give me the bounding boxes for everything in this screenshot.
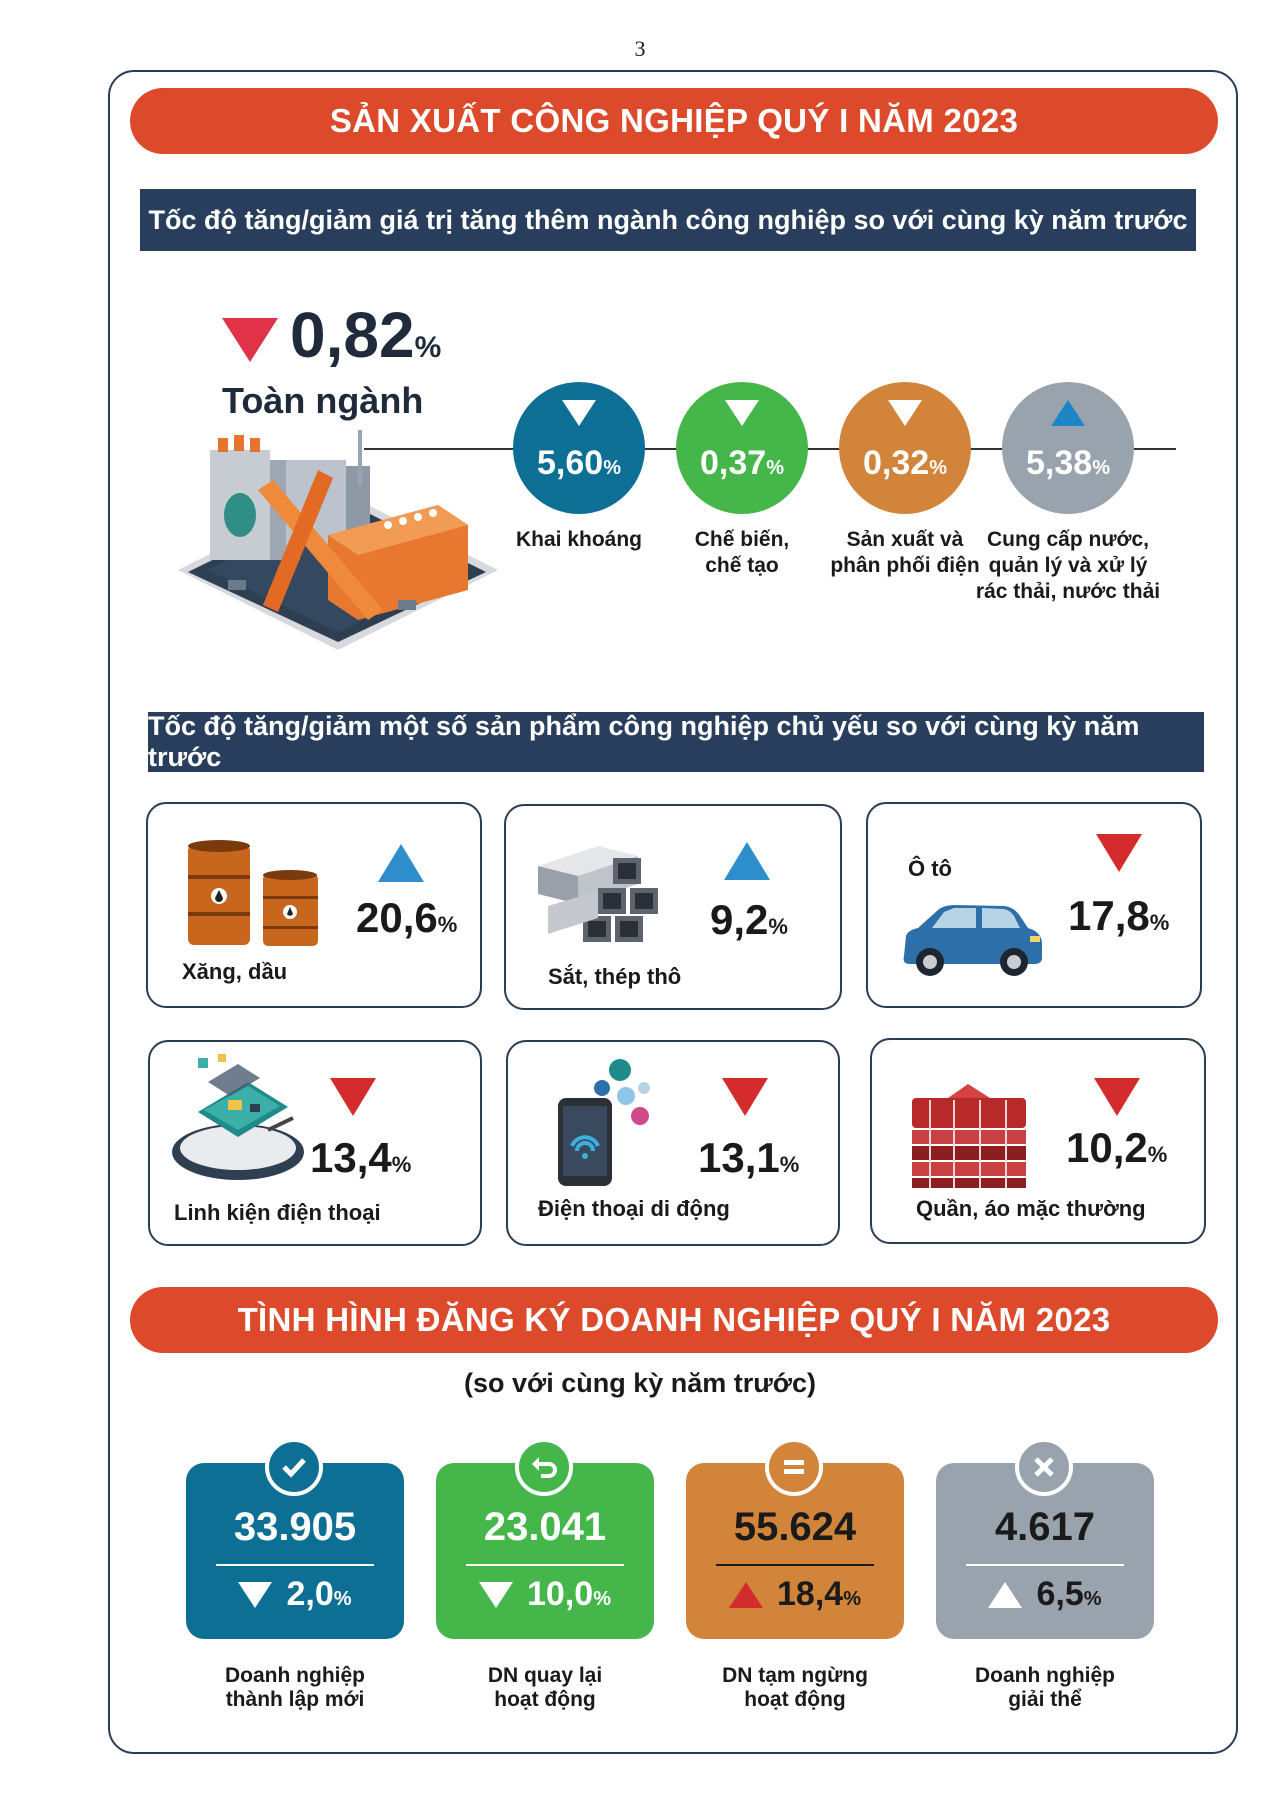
product-card-car	[866, 802, 1202, 1008]
page-number: 3	[634, 36, 646, 61]
value-added-subheading: Tốc độ tăng/giảm giá trị tăng thêm ngành công nghiệp so với cùng kỳ năm trước	[140, 189, 1196, 251]
sector-label-water-waste	[968, 527, 1168, 605]
enterprise-label-line: giải thể	[1008, 1688, 1082, 1711]
product-label: Điện thoại di động	[538, 1196, 730, 1221]
product-value-unit: %	[391, 1152, 412, 1177]
divider	[716, 1564, 874, 1566]
enterprise-count: 33.905	[233, 1505, 357, 1549]
sector-label-manufacturing	[652, 527, 832, 579]
returned-enterprises-label	[436, 1664, 654, 1712]
overall-label: Toàn ngành	[222, 380, 424, 421]
overall-down-triangle-icon	[222, 318, 278, 362]
sector-label-line: Cung cấp nước,	[987, 528, 1149, 551]
oil-barrel-icon	[188, 840, 338, 950]
down-triangle-icon	[238, 1582, 272, 1608]
close-x-icon	[1015, 1438, 1073, 1496]
suspended-enterprises-label	[686, 1664, 904, 1712]
comparison-note: (so với cùng kỳ năm trước)	[463, 1368, 816, 1398]
product-value-number: 17,8	[1068, 892, 1150, 939]
enterprise-change-value: 10,0	[527, 1575, 594, 1613]
sector-value-unit: %	[766, 457, 784, 479]
check-icon	[265, 1438, 323, 1496]
product-value-number: 10,2	[1066, 1124, 1148, 1171]
sector-value	[863, 444, 947, 483]
down-triangle-icon	[888, 400, 922, 426]
enterprise-change-unit: %	[593, 1588, 611, 1610]
product-value-number: 13,4	[310, 1134, 392, 1181]
enterprise-label-line: thành lập mới	[225, 1688, 365, 1711]
product-value-unit: %	[768, 914, 788, 939]
down-triangle-icon	[330, 1078, 376, 1116]
enterprise-label-line: hoạt động	[494, 1688, 596, 1711]
enterprise-change-unit: %	[333, 1588, 352, 1610]
product-value	[710, 896, 788, 944]
down-triangle-icon	[722, 1078, 768, 1116]
sector-circle-water-waste	[1002, 382, 1134, 514]
enterprise-change-unit: %	[1083, 1588, 1102, 1610]
sector-value-unit: %	[603, 457, 621, 479]
product-value-unit: %	[1147, 1142, 1168, 1167]
sector-value	[537, 444, 621, 483]
enterprise-change-value: 6,5	[1036, 1575, 1084, 1613]
product-label: Quần, áo mặc thường	[916, 1196, 1146, 1221]
product-value	[356, 894, 457, 942]
enterprise-label-line: hoạt động	[744, 1688, 846, 1711]
product-value-unit: %	[437, 912, 458, 937]
product-card-phone-parts	[148, 1040, 482, 1246]
product-value-unit: %	[1149, 910, 1170, 935]
product-value	[1066, 1124, 1167, 1172]
enterprise-label-line: Doanh nghiệp	[975, 1664, 1115, 1687]
overall-value-number: 0,82	[290, 299, 415, 371]
product-card-oil	[146, 802, 482, 1008]
sector-label-line: chế tạo	[705, 554, 779, 577]
mobile-phone-icon	[554, 1058, 664, 1188]
enterprise-count: 23.041	[483, 1505, 607, 1549]
sector-label-line: Khai khoáng	[515, 528, 642, 551]
divider	[966, 1564, 1124, 1566]
product-label: Xăng, dầu	[182, 959, 288, 984]
sector-value-number: 5,60	[537, 444, 604, 482]
folded-shirts-icon	[910, 1080, 1030, 1190]
products-subheading: Tốc độ tăng/giảm một số sản phẩm công nghiệp chủ yếu so với cùng kỳ năm trước	[148, 712, 1204, 772]
sector-value	[700, 444, 784, 483]
sector-value-number: 0,32	[863, 444, 930, 482]
dissolved-enterprises-label	[936, 1664, 1154, 1712]
sector-label-mining	[489, 527, 669, 553]
new-enterprises-label	[186, 1664, 404, 1712]
product-label: Ô tô	[908, 856, 952, 881]
enterprise-label-line: DN tạm ngừng	[722, 1664, 868, 1687]
sector-circle-manufacturing	[676, 382, 808, 514]
enterprise-count: 4.617	[994, 1505, 1096, 1549]
enterprise-label-line: Doanh nghiệp	[225, 1664, 365, 1687]
down-triangle-icon	[1096, 834, 1142, 872]
product-value	[1068, 892, 1169, 940]
overall-value-unit: %	[414, 331, 442, 364]
up-triangle-icon	[378, 844, 424, 882]
return-arrow-icon	[515, 1438, 573, 1496]
enterprise-change	[686, 1575, 904, 1614]
sector-value-number: 0,37	[700, 444, 767, 482]
divider	[466, 1564, 624, 1566]
business-registration-banner: TÌNH HÌNH ĐĂNG KÝ DOANH NGHIỆP QUÝ I NĂM 2023	[130, 1287, 1218, 1353]
pause-equals-icon	[765, 1438, 823, 1496]
sector-value-unit: %	[929, 457, 947, 479]
product-value-number: 13,1	[698, 1134, 780, 1181]
sector-label-line: quản lý và xử lý	[988, 554, 1148, 577]
sector-value-number: 5,38	[1026, 444, 1093, 482]
product-value-number: 20,6	[356, 894, 438, 941]
product-label: Linh kiện điện thoại	[174, 1200, 381, 1225]
enterprise-count: 55.624	[733, 1505, 857, 1549]
divider	[216, 1564, 374, 1566]
sector-label-line: phân phối điện	[830, 554, 980, 577]
down-triangle-icon	[562, 400, 596, 426]
product-label: Sắt, thép thô	[548, 964, 682, 989]
enterprise-change	[936, 1575, 1154, 1614]
enterprise-change	[436, 1575, 654, 1614]
sector-value	[1026, 444, 1110, 483]
product-value	[310, 1134, 411, 1182]
down-triangle-icon	[479, 1582, 513, 1608]
overall-value	[290, 298, 441, 372]
product-card-mobile	[506, 1040, 840, 1246]
factory-icon	[168, 430, 508, 670]
enterprise-change	[186, 1575, 404, 1614]
product-card-clothes	[870, 1038, 1206, 1244]
enterprise-change-value: 2,0	[286, 1575, 334, 1613]
sector-label-line: Chế biến,	[694, 528, 790, 551]
enterprise-label-line: DN quay lại	[487, 1664, 603, 1687]
product-value	[698, 1134, 799, 1182]
sector-label-line: rác thải, nước thải	[975, 580, 1161, 603]
sector-circle-mining	[513, 382, 645, 514]
industrial-production-banner: SẢN XUẤT CÔNG NGHIỆP QUÝ I NĂM 2023	[130, 88, 1218, 154]
product-value-unit: %	[779, 1152, 800, 1177]
sector-label-line: Sản xuất và	[846, 528, 964, 551]
circuit-board-icon	[168, 1052, 308, 1182]
up-triangle-icon	[724, 842, 770, 880]
down-triangle-icon	[1094, 1078, 1140, 1116]
product-value-number: 9,2	[710, 896, 769, 943]
up-triangle-icon	[1051, 400, 1085, 426]
enterprise-change-unit: %	[843, 1588, 861, 1610]
enterprise-change-value: 18,4	[777, 1575, 844, 1613]
sector-value-unit: %	[1092, 457, 1110, 479]
sector-circle-electricity	[839, 382, 971, 514]
car-icon	[896, 900, 1046, 984]
down-triangle-icon	[725, 400, 759, 426]
product-card-steel	[504, 804, 842, 1010]
up-triangle-icon	[988, 1582, 1022, 1608]
steel-pipes-icon	[538, 846, 668, 946]
up-triangle-icon	[729, 1582, 763, 1608]
